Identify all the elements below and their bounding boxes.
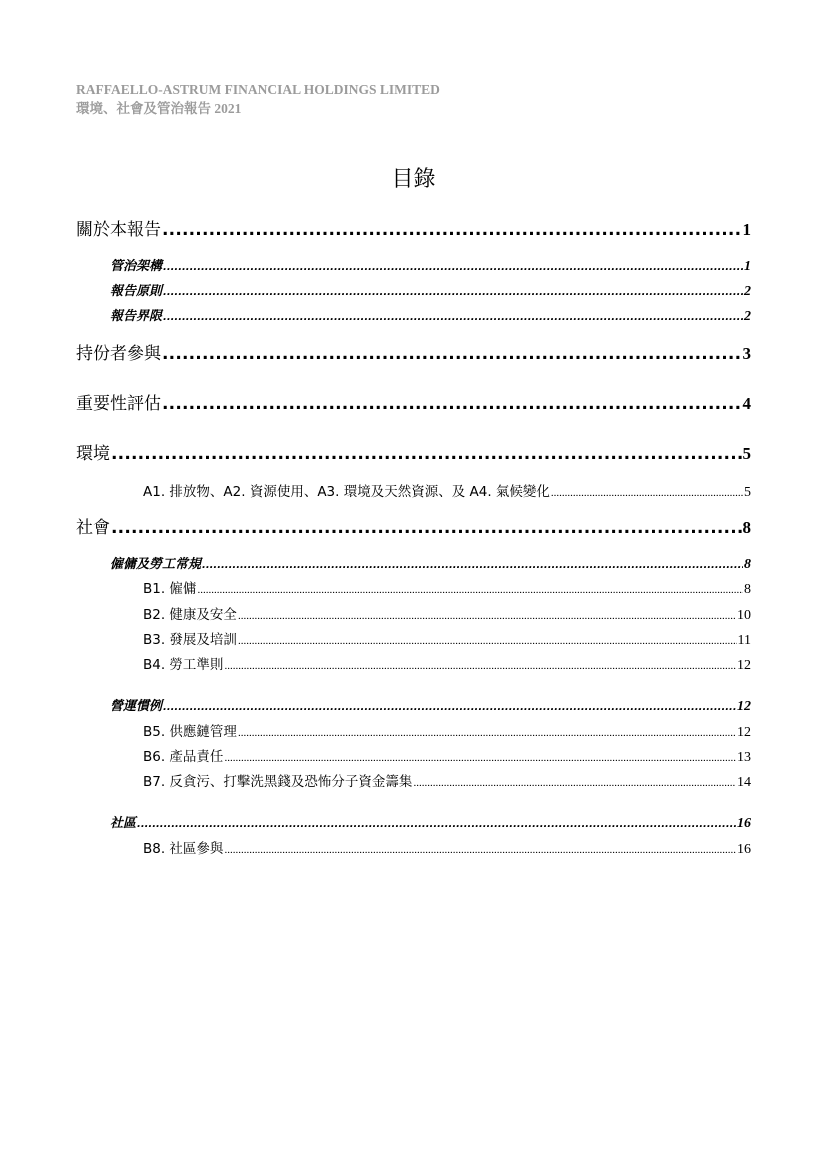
toc-entry-b1[interactable] [143,580,751,599]
toc-entry-b7[interactable] [143,773,751,792]
toc-dot-leader [224,657,736,675]
page-header [76,80,440,118]
toc-entry-about-report[interactable] [76,219,751,241]
toc-page-number: 8 [744,557,751,572]
toc-page-number: 14 [737,775,751,790]
toc-dot-leader [162,393,742,415]
toc-dot-leader [163,284,743,302]
toc-entry-materiality-assessment[interactable] [76,393,751,415]
toc-dot-leader [137,816,736,834]
report-name: 環境、社會及管治報告 2021 [76,101,242,116]
toc-dot-leader [162,219,742,241]
toc-page-number: 3 [742,344,751,363]
toc-dot-leader [163,259,743,277]
toc-dot-leader [111,443,742,465]
toc-entry-label: B8. 社區參與 [143,841,224,857]
toc-dot-leader [163,309,743,327]
toc-entry-label: 社區 [110,816,137,831]
toc-dot-leader [202,557,743,575]
toc-page-number: 12 [737,699,751,714]
toc-entry-environment[interactable] [76,443,751,465]
toc-entry-b5[interactable] [143,723,751,742]
toc-entry-reporting-boundary[interactable] [110,308,751,327]
toc-entry-b4[interactable] [143,656,751,675]
toc-page-number: 11 [737,633,751,648]
toc-page-number: 1 [742,220,751,239]
toc-entry-label: B1. 僱傭 [143,581,197,597]
toc-entry-label: 僱傭及勞工常規 [110,557,202,572]
toc-entry-label: B3. 發展及培訓 [143,632,237,648]
toc-page-number: 2 [744,284,751,299]
toc-entry-label: B2. 健康及安全 [143,607,237,623]
toc-dot-leader [238,724,736,742]
toc-entry-b8[interactable] [143,840,751,859]
toc-page-number: 4 [742,394,751,413]
toc-entry-label: 管治架構 [110,259,163,274]
toc-dot-leader [111,517,742,539]
toc-entry-label: 營運慣例 [110,699,163,714]
toc-entry-label: 報告界限 [110,309,163,324]
toc-entry-community[interactable] [110,815,751,834]
toc-dot-leader [224,749,736,767]
toc-entry-operating-practices[interactable] [110,698,751,717]
toc-dot-leader [238,632,737,650]
toc-page-number: 12 [737,658,751,673]
toc-page-number: 1 [744,259,751,274]
toc-entry-label: A1. 排放物、A2. 資源使用、A3. 環境及天然資源、及 A4. 氣候變化 [143,484,550,500]
toc-dot-leader [413,774,736,792]
toc-page-number: 16 [737,842,751,857]
toc-entry-society[interactable] [76,517,751,539]
toc-page-number: 2 [744,309,751,324]
toc-entry-label: B4. 勞工準則 [143,657,224,673]
toc-entry-label: 關於本報告 [76,220,161,240]
toc-entry-label: B6. 產品責任 [143,749,224,765]
toc-dot-leader [551,484,743,502]
toc-dot-leader [238,607,736,625]
toc-entry-b6[interactable] [143,748,751,767]
toc-entry-label: 重要性評估 [76,394,161,414]
toc-page-number: 8 [742,518,751,537]
toc-page-number: 13 [737,750,751,765]
toc-page-number: 16 [737,816,751,831]
toc-entry-label: 持份者參與 [76,344,161,364]
toc-entry-label: 報告原則 [110,284,163,299]
toc-dot-leader [162,343,742,365]
page-title: 目錄 [391,167,436,192]
toc-entry-a1-a4[interactable] [143,483,751,502]
toc-entry-stakeholder-engagement[interactable] [76,343,751,365]
toc-page-number: 5 [742,444,751,463]
toc-dot-leader [224,841,736,859]
toc-page-number: 8 [744,582,751,597]
toc-dot-leader [163,699,736,717]
toc-dot-leader [197,581,743,599]
toc-entry-b2[interactable] [143,606,751,625]
toc-entry-label: B7. 反貪污、打擊洗黑錢及恐怖分子資金籌集 [143,774,413,790]
toc-entry-label: B5. 供應鏈管理 [143,724,237,740]
company-name: RAFFAELLO-ASTRUM FINANCIAL HOLDINGS LIMITED [76,82,440,97]
toc-page-number: 12 [737,725,751,740]
toc-page-number: 10 [737,608,751,623]
toc-entry-reporting-principles[interactable] [110,283,751,302]
toc-entry-label: 環境 [76,444,110,464]
toc-entry-employment-labour[interactable] [110,556,751,575]
toc-page-number: 5 [744,485,751,500]
toc-entry-label: 社會 [76,518,110,538]
toc-entry-b3[interactable] [143,631,751,650]
toc-entry-governance-structure[interactable] [110,258,751,277]
